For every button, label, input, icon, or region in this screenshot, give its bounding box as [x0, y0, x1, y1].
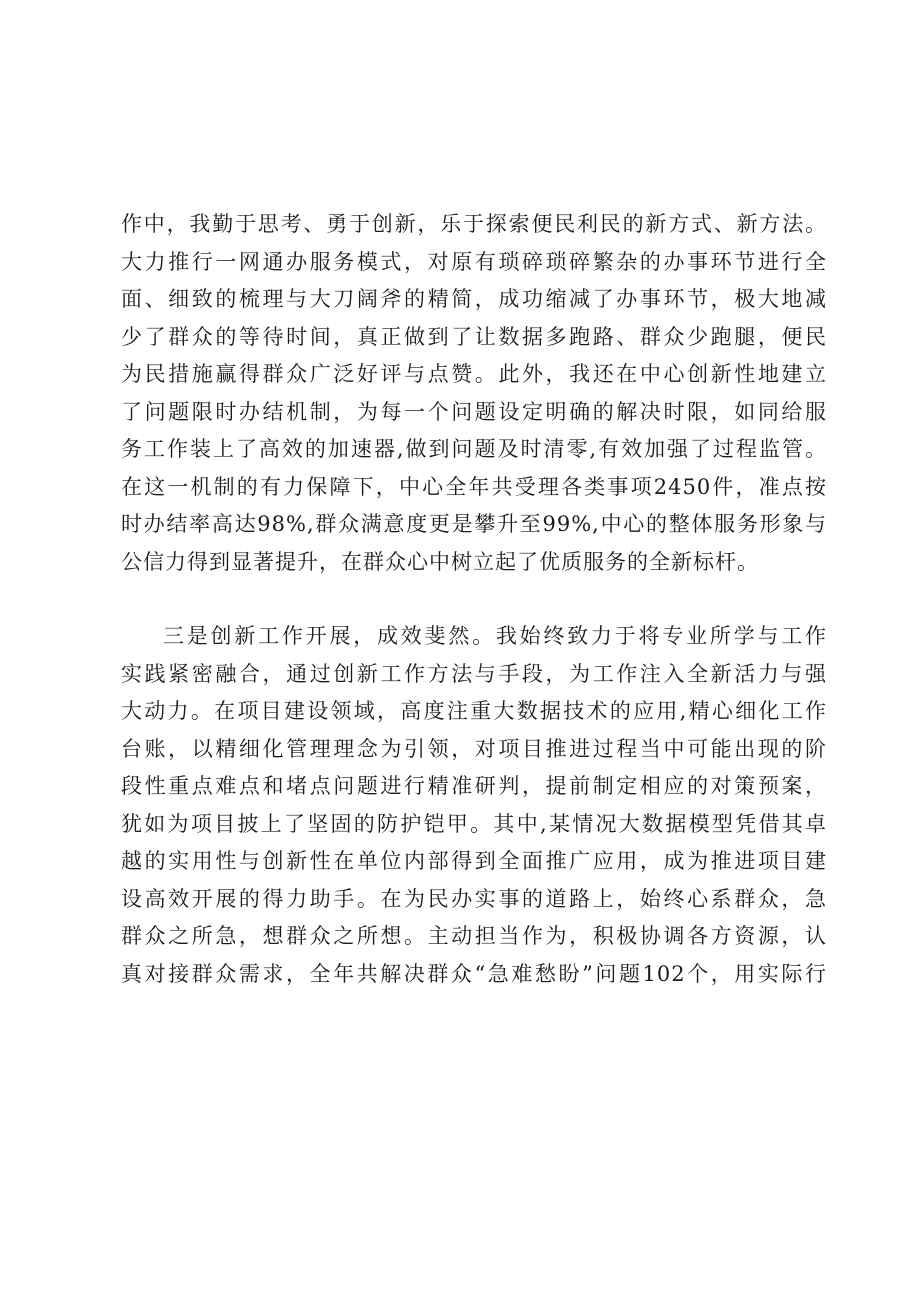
text-line: 真对接群众需求，全年共解决群众“急难愁盼”问题102个，用实际行 [121, 961, 827, 986]
text-line: 犹如为项目披上了坚固的防护铠甲。其中,某情况大数据模型凭借其卓 [121, 811, 827, 836]
text-line: 段性重点难点和堵点问题进行精准研判，提前制定相应的对策预案， [121, 774, 827, 798]
text-line: 了问题限时办结机制，为每一个问题设定明确的解决时限，如同给服 [121, 399, 827, 424]
text-line: 为民措施赢得群众广泛好评与点赞。此外，我还在中心创新性地建立 [121, 362, 827, 386]
paragraph-2 [121, 618, 827, 993]
text-line: 作中，我勤于思考、勇于创新，乐于探索便民利民的新方式、新方法。 [121, 212, 827, 236]
text-line: 三是创新工作开展，成效斐然。我始终致力于将专业所学与工作 [163, 624, 827, 648]
text-line: 越的实用性与创新性在单位内部得到全面推广应用，成为推进项目建 [121, 849, 827, 873]
text-line: 大力推行一网通办服务模式，对原有琐碎琐碎繁杂的办事环节进行全 [121, 249, 827, 274]
paragraph-1 [121, 206, 827, 581]
text-line: 在这一机制的有力保障下，中心全年共受理各类事项2450件，准点按 [121, 474, 827, 499]
text-line: 时办结率高达98%,群众满意度更是攀升至99%,中心的整体服务形象与 [121, 512, 827, 536]
text-line: 大动力。在项目建设领域，高度注重大数据技术的应用,精心细化工作 [121, 699, 827, 723]
text-line: 少了群众的等待时间，真正做到了让数据多跑路、群众少跑腿，便民 [121, 324, 827, 349]
text-line: 台账，以精细化管理理念为引领，对项目推进过程当中可能出现的阶 [121, 736, 827, 761]
text-line: 设高效开展的得力助手。在为民办实事的道路上，始终心系群众，急 [121, 886, 827, 911]
text-line: 群众之所急，想群众之所想。主动担当作为，积极协调各方资源，认 [121, 924, 827, 948]
text-line: 务工作装上了高效的加速器,做到问题及时清零,有效加强了过程监管。 [121, 437, 827, 461]
text-line: 实践紧密融合，通过创新工作方法与手段，为工作注入全新活力与强 [121, 661, 827, 686]
text-line: 公信力得到显著提升，在群众心中树立起了优质服务的全新标杆。 [121, 549, 759, 574]
text-line: 面、细致的梳理与大刀阔斧的精简，成功缩减了办事环节，极大地减 [121, 287, 827, 311]
